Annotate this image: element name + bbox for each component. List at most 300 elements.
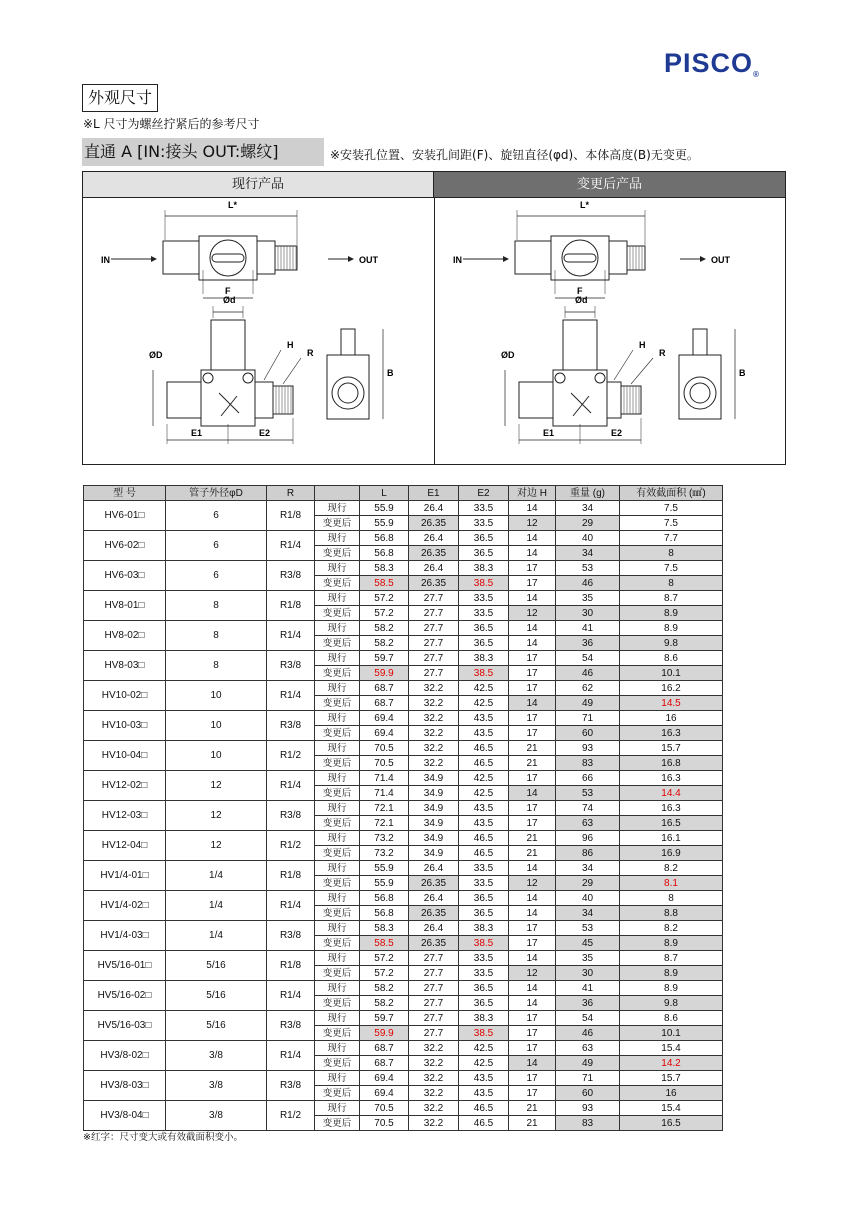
- value-cell: 8.8: [620, 906, 723, 921]
- value-cell: 58.5: [360, 576, 409, 591]
- value-cell: 15.4: [620, 1041, 723, 1056]
- label-out: OUT: [359, 255, 378, 265]
- state-changed-cell: 变更后: [315, 906, 360, 921]
- value-cell: 36.5: [459, 531, 509, 546]
- value-cell: 14: [509, 636, 556, 651]
- value-cell: 17: [509, 711, 556, 726]
- type-label: 直通 A [IN:接头 OUT:螺纹]: [82, 138, 324, 166]
- label-h: H: [287, 340, 294, 350]
- value-cell: 66: [556, 771, 620, 786]
- value-cell: 68.7: [360, 696, 409, 711]
- state-current-cell: 现行: [315, 831, 360, 846]
- model-cell: HV1/4-03□: [84, 921, 166, 951]
- value-cell: 33.5: [459, 516, 509, 531]
- value-cell: 43.5: [459, 801, 509, 816]
- tube-od-cell: 6: [166, 531, 267, 561]
- pisco-logo: PISCO®: [664, 48, 760, 79]
- thread-cell: R3/8: [267, 1011, 315, 1041]
- value-cell: 70.5: [360, 1101, 409, 1116]
- value-cell: 14: [509, 696, 556, 711]
- value-cell: 8.6: [620, 1011, 723, 1026]
- value-cell: 56.8: [360, 906, 409, 921]
- value-cell: 59.7: [360, 1011, 409, 1026]
- value-cell: 8.7: [620, 951, 723, 966]
- value-cell: 14: [509, 546, 556, 561]
- panel-changed-header: 变更后产品: [434, 172, 785, 197]
- model-cell: HV3/8-02□: [84, 1041, 166, 1071]
- value-cell: 27.7: [409, 1011, 459, 1026]
- value-cell: 36.5: [459, 636, 509, 651]
- value-cell: 35: [556, 951, 620, 966]
- value-cell: 34.9: [409, 786, 459, 801]
- value-cell: 45: [556, 936, 620, 951]
- value-cell: 43.5: [459, 816, 509, 831]
- value-cell: 27.7: [409, 591, 459, 606]
- table-row: [84, 561, 723, 576]
- value-cell: 63: [556, 1041, 620, 1056]
- thread-cell: R1/2: [267, 1101, 315, 1131]
- model-cell: HV10-03□: [84, 711, 166, 741]
- model-cell: HV6-01□: [84, 501, 166, 531]
- value-cell: 30: [556, 606, 620, 621]
- value-cell: 70.5: [360, 756, 409, 771]
- value-cell: 71.4: [360, 786, 409, 801]
- value-cell: 41: [556, 621, 620, 636]
- value-cell: 46.5: [459, 1101, 509, 1116]
- label-l: L*: [228, 200, 237, 210]
- value-cell: 26.35: [409, 516, 459, 531]
- value-cell: 93: [556, 1101, 620, 1116]
- state-changed-cell: 变更后: [315, 876, 360, 891]
- value-cell: 27.7: [409, 636, 459, 651]
- section-title: 外观尺寸: [82, 84, 158, 112]
- table-row: [84, 981, 723, 996]
- state-current-cell: 现行: [315, 1101, 360, 1116]
- thread-cell: R1/8: [267, 861, 315, 891]
- note-l-dimension: ※L 尺寸为螺丝拧紧后的参考尺寸: [83, 117, 260, 131]
- value-cell: 16.1: [620, 831, 723, 846]
- value-cell: 14: [509, 996, 556, 1011]
- value-cell: 8.1: [620, 876, 723, 891]
- tube-od-cell: 3/8: [166, 1041, 267, 1071]
- tube-od-cell: 1/4: [166, 891, 267, 921]
- tube-od-cell: 1/4: [166, 921, 267, 951]
- value-cell: 71.4: [360, 771, 409, 786]
- state-current-cell: 现行: [315, 1011, 360, 1026]
- value-cell: 36: [556, 996, 620, 1011]
- value-cell: 17: [509, 1071, 556, 1086]
- state-current-cell: 现行: [315, 1041, 360, 1056]
- value-cell: 55.9: [360, 861, 409, 876]
- table-row: [84, 741, 723, 756]
- value-cell: 17: [509, 936, 556, 951]
- value-cell: 12: [509, 606, 556, 621]
- value-cell: 58.2: [360, 996, 409, 1011]
- table-row: [84, 951, 723, 966]
- value-cell: 72.1: [360, 801, 409, 816]
- state-current-cell: 现行: [315, 531, 360, 546]
- tube-od-cell: 8: [166, 591, 267, 621]
- value-cell: 17: [509, 1026, 556, 1041]
- thread-cell: R3/8: [267, 921, 315, 951]
- col-header: 有效截面积 (㎟): [620, 486, 723, 501]
- value-cell: 14.4: [620, 786, 723, 801]
- state-changed-cell: 变更后: [315, 636, 360, 651]
- table-row: [84, 921, 723, 936]
- tube-od-cell: 6: [166, 561, 267, 591]
- value-cell: 14.2: [620, 1056, 723, 1071]
- footnote: ※红字：尺寸变大或有效截面积变小。: [83, 1132, 243, 1143]
- thread-cell: R3/8: [267, 711, 315, 741]
- value-cell: 71: [556, 711, 620, 726]
- value-cell: 34.9: [409, 801, 459, 816]
- value-cell: 16.9: [620, 846, 723, 861]
- value-cell: 38.3: [459, 651, 509, 666]
- table-row: [84, 861, 723, 876]
- state-changed-cell: 变更后: [315, 846, 360, 861]
- table-row: [84, 501, 723, 516]
- value-cell: 55.9: [360, 501, 409, 516]
- value-cell: 8.6: [620, 651, 723, 666]
- comparison-panel: [82, 171, 786, 465]
- label-D: ØD: [149, 350, 163, 360]
- value-cell: 42.5: [459, 771, 509, 786]
- state-current-cell: 现行: [315, 921, 360, 936]
- value-cell: 41: [556, 981, 620, 996]
- table-row: [84, 1011, 723, 1026]
- value-cell: 17: [509, 681, 556, 696]
- state-current-cell: 现行: [315, 1071, 360, 1086]
- state-changed-cell: 变更后: [315, 516, 360, 531]
- value-cell: 26.4: [409, 561, 459, 576]
- tube-od-cell: 5/16: [166, 951, 267, 981]
- value-cell: 16: [620, 1086, 723, 1101]
- value-cell: 38.5: [459, 576, 509, 591]
- state-changed-cell: 变更后: [315, 726, 360, 741]
- value-cell: 16.5: [620, 816, 723, 831]
- value-cell: 60: [556, 1086, 620, 1101]
- table-row: [84, 1041, 723, 1056]
- value-cell: 49: [556, 1056, 620, 1071]
- value-cell: 32.2: [409, 1041, 459, 1056]
- value-cell: 17: [509, 1011, 556, 1026]
- value-cell: 33.5: [459, 591, 509, 606]
- state-current-cell: 现行: [315, 561, 360, 576]
- state-current-cell: 现行: [315, 861, 360, 876]
- value-cell: 46: [556, 1026, 620, 1041]
- model-cell: HV3/8-03□: [84, 1071, 166, 1101]
- model-cell: HV8-02□: [84, 621, 166, 651]
- tube-od-cell: 10: [166, 741, 267, 771]
- value-cell: 33.5: [459, 861, 509, 876]
- value-cell: 29: [556, 876, 620, 891]
- value-cell: 26.4: [409, 891, 459, 906]
- value-cell: 55.9: [360, 876, 409, 891]
- value-cell: 63: [556, 816, 620, 831]
- value-cell: 27.7: [409, 666, 459, 681]
- table-row: [84, 621, 723, 636]
- value-cell: 93: [556, 741, 620, 756]
- state-changed-cell: 变更后: [315, 756, 360, 771]
- thread-cell: R1/4: [267, 771, 315, 801]
- model-cell: HV1/4-02□: [84, 891, 166, 921]
- value-cell: 46.5: [459, 831, 509, 846]
- label-d: Ød: [575, 295, 588, 305]
- value-cell: 15.7: [620, 741, 723, 756]
- value-cell: 26.4: [409, 531, 459, 546]
- tube-od-cell: 8: [166, 651, 267, 681]
- drawing-current: [83, 198, 433, 464]
- label-l: L*: [580, 200, 589, 210]
- value-cell: 32.2: [409, 1056, 459, 1071]
- thread-cell: R1/8: [267, 951, 315, 981]
- value-cell: 14: [509, 786, 556, 801]
- value-cell: 57.2: [360, 606, 409, 621]
- value-cell: 68.7: [360, 681, 409, 696]
- value-cell: 27.7: [409, 966, 459, 981]
- table-row: [84, 831, 723, 846]
- tube-od-cell: 6: [166, 501, 267, 531]
- thread-cell: R3/8: [267, 1071, 315, 1101]
- value-cell: 69.4: [360, 1071, 409, 1086]
- thread-cell: R1/4: [267, 621, 315, 651]
- value-cell: 96: [556, 831, 620, 846]
- value-cell: 7.5: [620, 501, 723, 516]
- label-d: Ød: [223, 295, 236, 305]
- value-cell: 32.2: [409, 741, 459, 756]
- col-header: R: [267, 486, 315, 501]
- label-in: IN: [453, 255, 462, 265]
- state-current-cell: 现行: [315, 771, 360, 786]
- value-cell: 21: [509, 741, 556, 756]
- model-cell: HV5/16-01□: [84, 951, 166, 981]
- value-cell: 16.3: [620, 801, 723, 816]
- label-h: H: [639, 340, 646, 350]
- value-cell: 46: [556, 666, 620, 681]
- col-header: E1: [409, 486, 459, 501]
- value-cell: 26.35: [409, 906, 459, 921]
- model-cell: HV6-03□: [84, 561, 166, 591]
- value-cell: 8: [620, 891, 723, 906]
- value-cell: 21: [509, 1116, 556, 1131]
- value-cell: 8.9: [620, 606, 723, 621]
- value-cell: 73.2: [360, 846, 409, 861]
- table-row: [84, 891, 723, 906]
- state-changed-cell: 变更后: [315, 1026, 360, 1041]
- value-cell: 10.1: [620, 666, 723, 681]
- value-cell: 27.7: [409, 951, 459, 966]
- table-row: [84, 1101, 723, 1116]
- value-cell: 69.4: [360, 1086, 409, 1101]
- value-cell: 32.2: [409, 1086, 459, 1101]
- thread-cell: R3/8: [267, 561, 315, 591]
- state-changed-cell: 变更后: [315, 816, 360, 831]
- drawing-changed: [435, 198, 785, 464]
- value-cell: 27.7: [409, 981, 459, 996]
- thread-cell: R1/4: [267, 1041, 315, 1071]
- value-cell: 32.2: [409, 1071, 459, 1086]
- state-current-cell: 现行: [315, 801, 360, 816]
- panel-current-header: 现行产品: [83, 172, 434, 197]
- table-row: [84, 531, 723, 546]
- value-cell: 58.3: [360, 921, 409, 936]
- value-cell: 8.7: [620, 591, 723, 606]
- state-current-cell: 现行: [315, 621, 360, 636]
- value-cell: 17: [509, 576, 556, 591]
- value-cell: 9.8: [620, 636, 723, 651]
- thread-cell: R3/8: [267, 801, 315, 831]
- model-cell: HV12-03□: [84, 801, 166, 831]
- table-row: [84, 771, 723, 786]
- label-r: R: [659, 348, 666, 358]
- value-cell: 42.5: [459, 1041, 509, 1056]
- value-cell: 10.1: [620, 1026, 723, 1041]
- value-cell: 29: [556, 516, 620, 531]
- value-cell: 27.7: [409, 651, 459, 666]
- value-cell: 8: [620, 576, 723, 591]
- value-cell: 58.3: [360, 561, 409, 576]
- table-row: [84, 591, 723, 606]
- state-current-cell: 现行: [315, 711, 360, 726]
- model-cell: HV10-04□: [84, 741, 166, 771]
- value-cell: 32.2: [409, 726, 459, 741]
- value-cell: 58.2: [360, 981, 409, 996]
- state-changed-cell: 变更后: [315, 546, 360, 561]
- value-cell: 14: [509, 621, 556, 636]
- value-cell: 36.5: [459, 996, 509, 1011]
- value-cell: 42.5: [459, 696, 509, 711]
- state-changed-cell: 变更后: [315, 606, 360, 621]
- value-cell: 26.35: [409, 936, 459, 951]
- tube-od-cell: 3/8: [166, 1101, 267, 1131]
- value-cell: 15.4: [620, 1101, 723, 1116]
- value-cell: 17: [509, 651, 556, 666]
- note-invariant: ※安装孔位置、安装孔间距(F)、旋钮直径(φd)、本体高度(B)无变更。: [330, 148, 699, 162]
- thread-cell: R1/2: [267, 741, 315, 771]
- value-cell: 27.7: [409, 621, 459, 636]
- value-cell: 35: [556, 591, 620, 606]
- tube-od-cell: 1/4: [166, 861, 267, 891]
- label-out: OUT: [711, 255, 730, 265]
- table-row: [84, 681, 723, 696]
- value-cell: 14: [509, 951, 556, 966]
- value-cell: 70.5: [360, 1116, 409, 1131]
- model-cell: HV5/16-02□: [84, 981, 166, 1011]
- thread-cell: R1/4: [267, 981, 315, 1011]
- value-cell: 16.3: [620, 726, 723, 741]
- label-b: B: [739, 368, 746, 378]
- value-cell: 27.7: [409, 606, 459, 621]
- state-current-cell: 现行: [315, 591, 360, 606]
- value-cell: 59.7: [360, 651, 409, 666]
- value-cell: 17: [509, 801, 556, 816]
- value-cell: 71: [556, 1071, 620, 1086]
- state-changed-cell: 变更后: [315, 1086, 360, 1101]
- value-cell: 16.3: [620, 771, 723, 786]
- table-row: [84, 651, 723, 666]
- value-cell: 59.9: [360, 666, 409, 681]
- valve-drawing-current: [83, 198, 433, 464]
- value-cell: 32.2: [409, 711, 459, 726]
- state-changed-cell: 变更后: [315, 576, 360, 591]
- state-changed-cell: 变更后: [315, 1056, 360, 1071]
- value-cell: 68.7: [360, 1056, 409, 1071]
- value-cell: 38.5: [459, 666, 509, 681]
- value-cell: 55.9: [360, 516, 409, 531]
- value-cell: 57.2: [360, 951, 409, 966]
- state-current-cell: 现行: [315, 681, 360, 696]
- value-cell: 14: [509, 906, 556, 921]
- model-cell: HV3/8-04□: [84, 1101, 166, 1131]
- value-cell: 57.2: [360, 966, 409, 981]
- tube-od-cell: 8: [166, 621, 267, 651]
- value-cell: 7.5: [620, 561, 723, 576]
- label-f: F: [577, 286, 583, 296]
- col-header: E2: [459, 486, 509, 501]
- value-cell: 73.2: [360, 831, 409, 846]
- table-row: [84, 711, 723, 726]
- value-cell: 32.2: [409, 1116, 459, 1131]
- value-cell: 69.4: [360, 726, 409, 741]
- value-cell: 36.5: [459, 891, 509, 906]
- value-cell: 74: [556, 801, 620, 816]
- value-cell: 36.5: [459, 546, 509, 561]
- value-cell: 60: [556, 726, 620, 741]
- value-cell: 14: [509, 501, 556, 516]
- value-cell: 46.5: [459, 741, 509, 756]
- tube-od-cell: 12: [166, 771, 267, 801]
- value-cell: 36.5: [459, 621, 509, 636]
- col-header: 型 号: [84, 486, 166, 501]
- state-changed-cell: 变更后: [315, 666, 360, 681]
- value-cell: 68.7: [360, 1041, 409, 1056]
- value-cell: 42.5: [459, 681, 509, 696]
- value-cell: 53: [556, 921, 620, 936]
- value-cell: 27.7: [409, 996, 459, 1011]
- state-changed-cell: 变更后: [315, 1116, 360, 1131]
- value-cell: 32.2: [409, 681, 459, 696]
- value-cell: 86: [556, 846, 620, 861]
- value-cell: 12: [509, 516, 556, 531]
- value-cell: 40: [556, 531, 620, 546]
- value-cell: 38.3: [459, 921, 509, 936]
- value-cell: 14.5: [620, 696, 723, 711]
- thread-cell: R1/2: [267, 831, 315, 861]
- value-cell: 46.5: [459, 1116, 509, 1131]
- value-cell: 33.5: [459, 966, 509, 981]
- label-f: F: [225, 286, 231, 296]
- value-cell: 46.5: [459, 756, 509, 771]
- state-current-cell: 现行: [315, 651, 360, 666]
- value-cell: 17: [509, 816, 556, 831]
- col-header: [315, 486, 360, 501]
- model-cell: HV6-02□: [84, 531, 166, 561]
- value-cell: 21: [509, 831, 556, 846]
- value-cell: 8.9: [620, 966, 723, 981]
- value-cell: 83: [556, 1116, 620, 1131]
- table-row: [84, 1071, 723, 1086]
- value-cell: 16: [620, 711, 723, 726]
- label-in: IN: [101, 255, 110, 265]
- model-cell: HV5/16-03□: [84, 1011, 166, 1041]
- thread-cell: R1/4: [267, 891, 315, 921]
- value-cell: 8: [620, 546, 723, 561]
- value-cell: 38.5: [459, 936, 509, 951]
- value-cell: 16.8: [620, 756, 723, 771]
- value-cell: 14: [509, 981, 556, 996]
- value-cell: 12: [509, 876, 556, 891]
- spec-table: [83, 485, 723, 1131]
